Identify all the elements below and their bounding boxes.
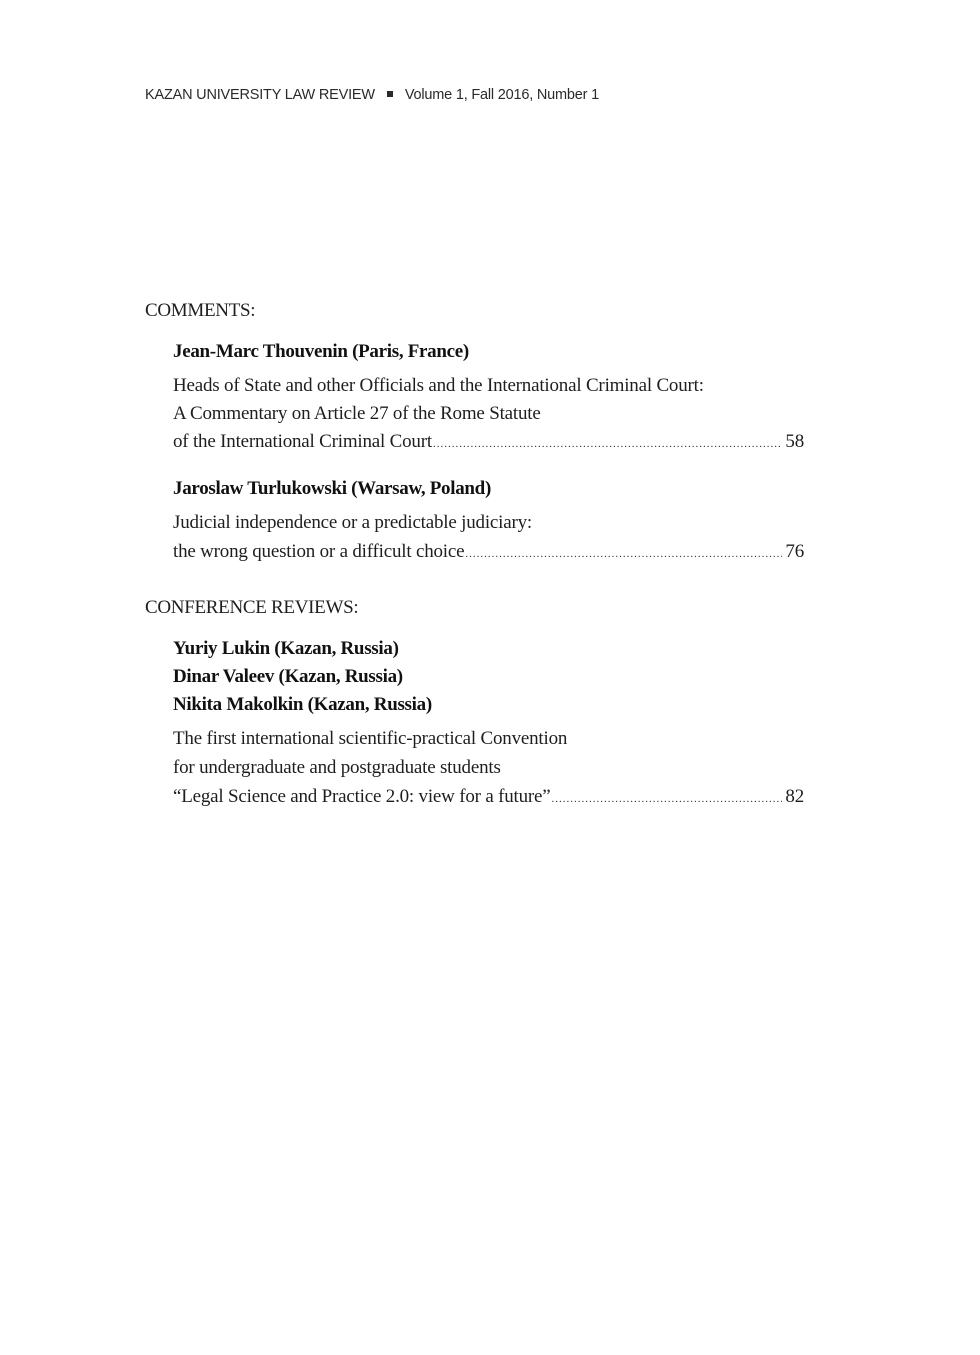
entry-title-last-line: “Legal Science and Practice 2.0: view for a future”	[173, 786, 551, 807]
section-heading-comments: COMMENTS:	[145, 300, 256, 321]
entry-title-line: The first international scientific-practical Convention	[173, 728, 568, 749]
entry-title-line: Heads of State and other Officials and the International Criminal Court:	[173, 375, 704, 396]
journal-name: KAZAN UNIVERSITY LAW REVIEW	[145, 87, 375, 103]
page-number: 58	[785, 431, 804, 452]
entry-author: Yuriy Lukin (Kazan, Russia)	[173, 638, 399, 659]
entry-author: Jaroslaw Turlukowski (Warsaw, Poland)	[173, 478, 491, 499]
entry-title-last-line: of the International Criminal Court	[173, 431, 432, 452]
section-heading-conference-reviews: CONFERENCE REVIEWS:	[145, 597, 359, 618]
page-number: 82	[785, 786, 804, 807]
toc-entry-line[interactable]	[173, 786, 804, 808]
entry-author: Dinar Valeev (Kazan, Russia)	[173, 666, 403, 687]
entry-title-last-line: the wrong question or a difficult choice	[173, 541, 465, 562]
entry-title-line: for undergraduate and postgraduate students	[173, 757, 501, 778]
bullet-square-icon	[387, 91, 393, 97]
page-number: 76	[785, 541, 804, 562]
dot-leader	[433, 438, 782, 450]
entry-title-line: A Commentary on Article 27 of the Rome Statute	[173, 403, 541, 424]
dot-leader	[465, 548, 782, 560]
issue-info: Volume 1, Fall 2016, Number 1	[404, 87, 599, 103]
dot-leader	[552, 793, 783, 805]
entry-author: Jean-Marc Thouvenin (Paris, France)	[173, 341, 469, 362]
entry-title-line: Judicial independence or a predictable judiciary:	[173, 512, 532, 533]
entry-author: Nikita Makolkin (Kazan, Russia)	[173, 694, 432, 715]
toc-entry-line[interactable]	[173, 541, 804, 563]
toc-entry-line[interactable]	[173, 431, 804, 453]
running-header	[145, 87, 599, 103]
